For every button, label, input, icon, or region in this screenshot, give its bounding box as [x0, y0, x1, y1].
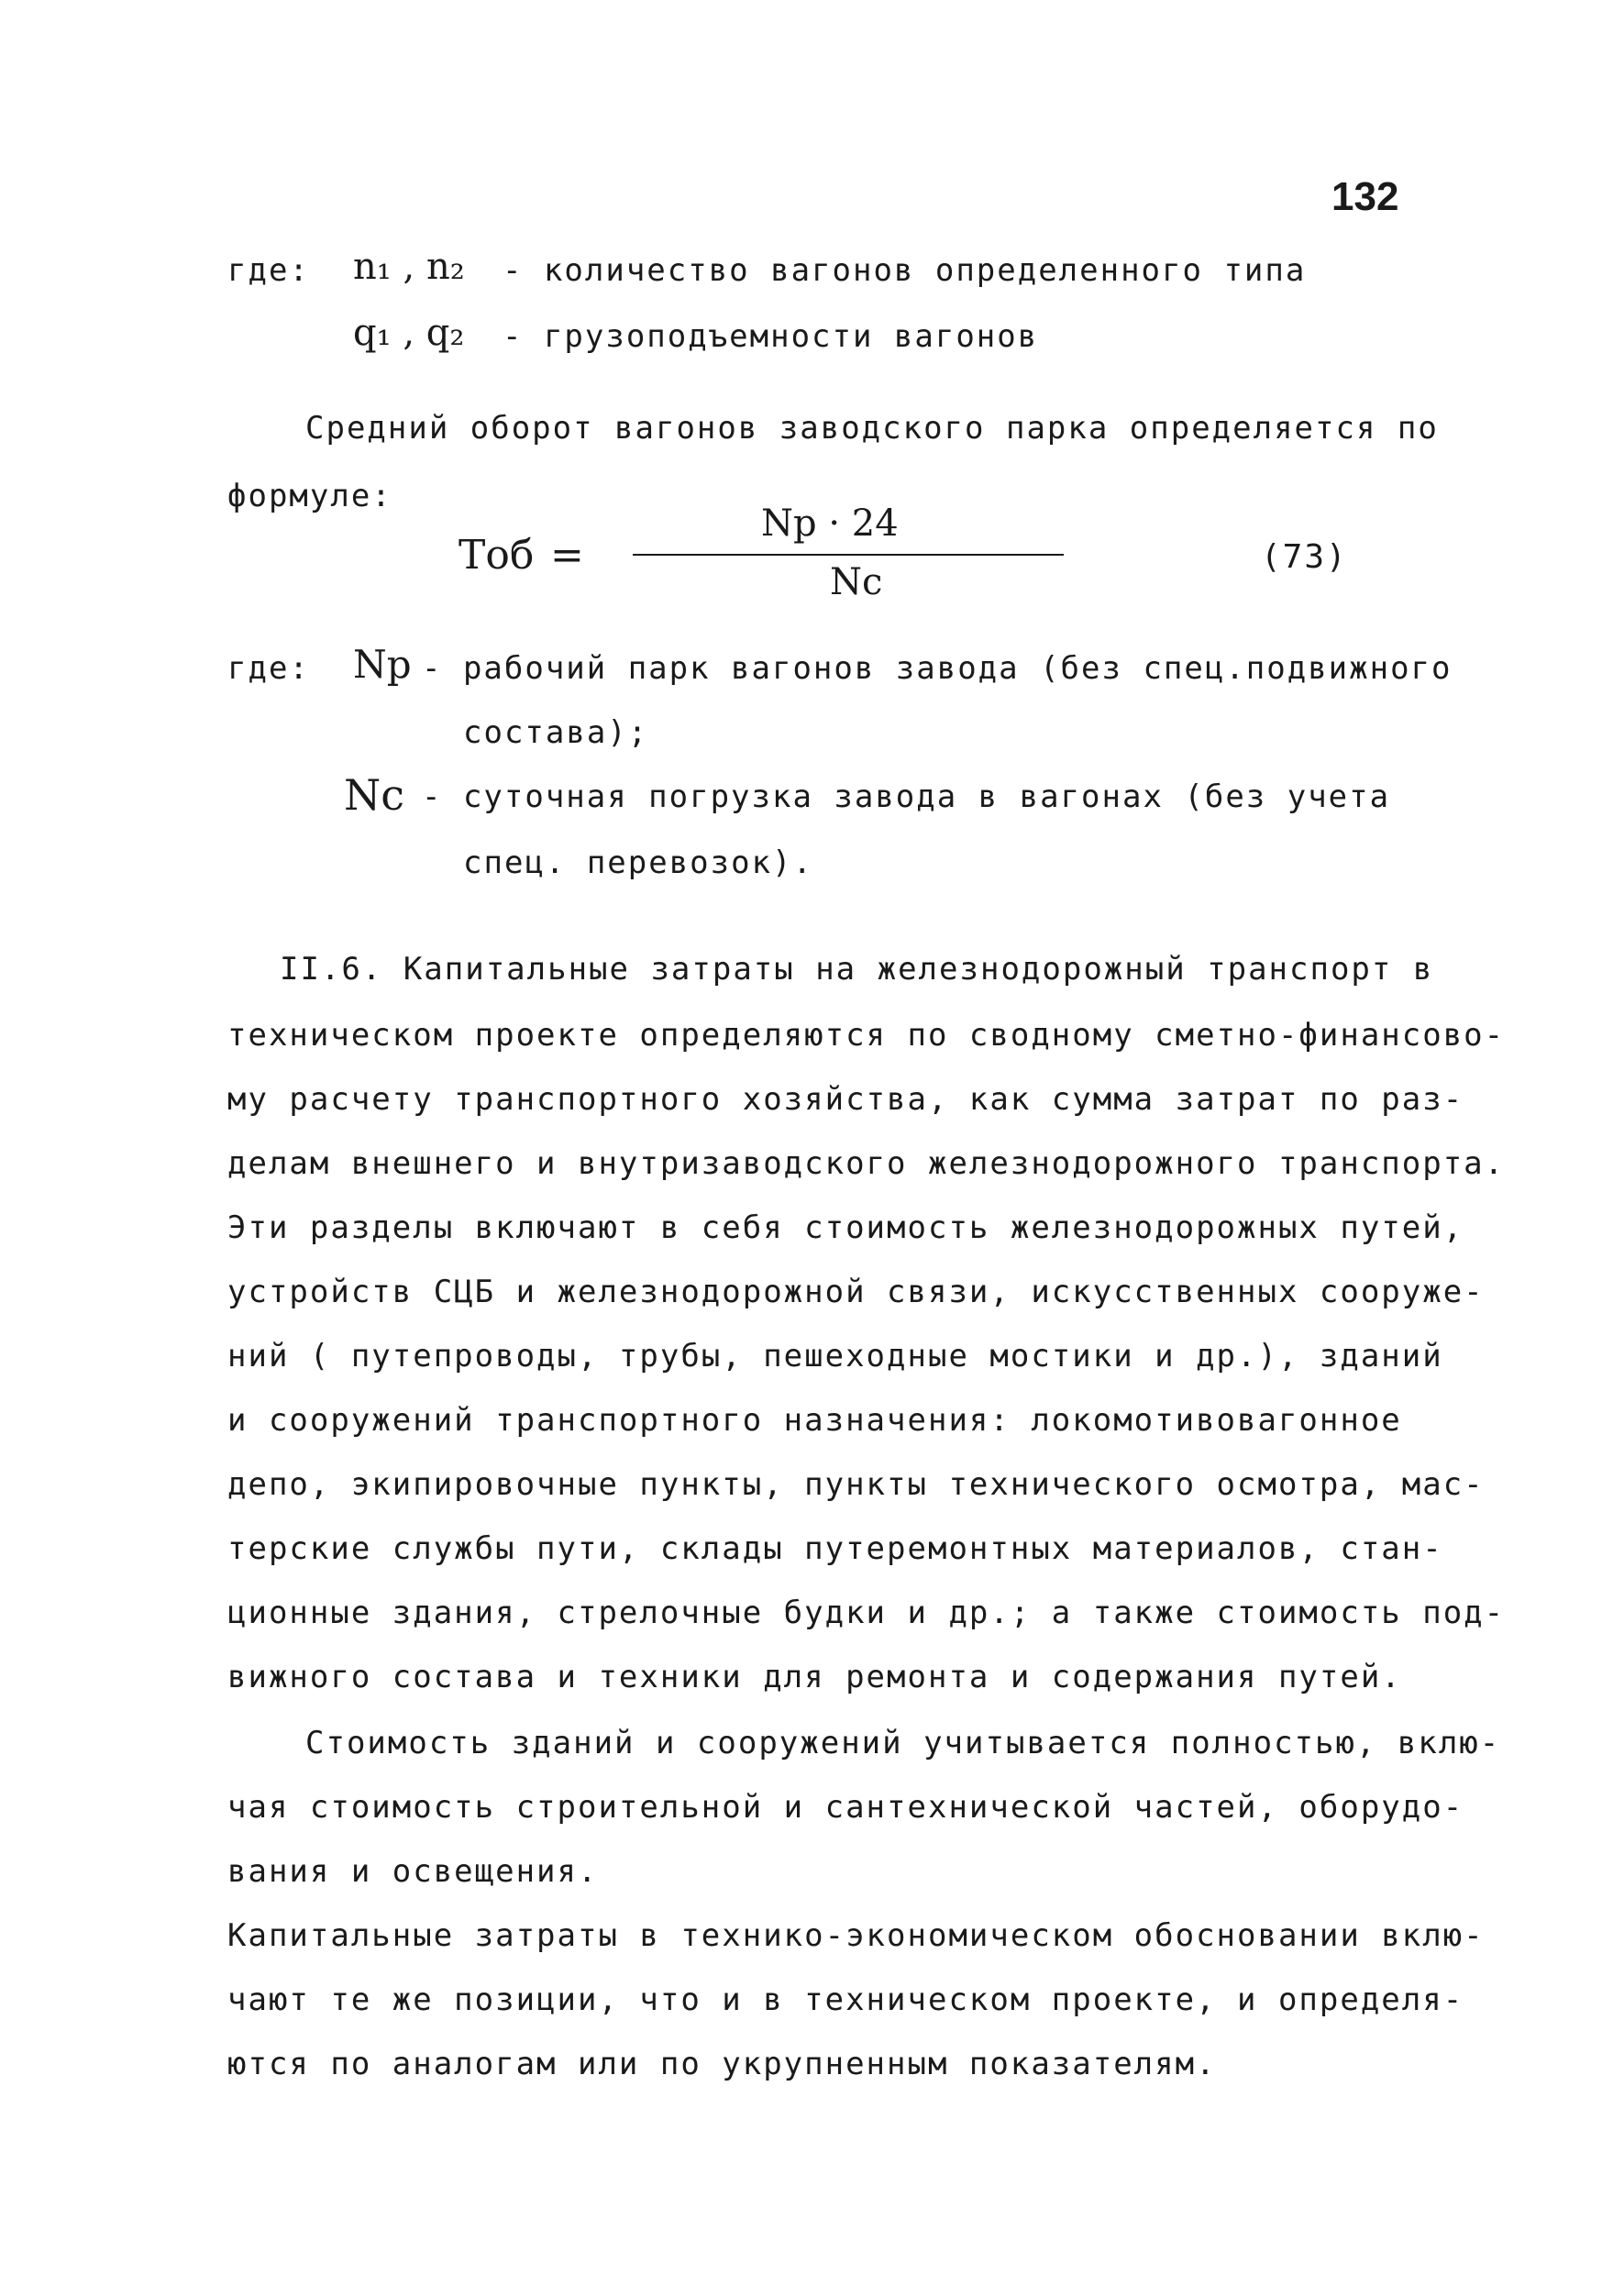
symbols-n: n₁ , n₂ — [353, 246, 465, 288]
s116-line-11: ционные здания, стрелочные будки и др.; а также стоимость под- — [227, 1595, 1506, 1631]
formula-equals: = — [550, 532, 584, 579]
where-label-1: где: — [227, 252, 310, 289]
nc-desc-line-2: спец. перевозок). — [463, 844, 813, 881]
np-desc-line-1: - рабочий парк вагонов завода (без спец.подвижного — [422, 650, 1453, 687]
fraction-line — [633, 554, 1064, 556]
page-number: 132 — [1331, 174, 1399, 219]
where-label-2: где: — [227, 650, 310, 687]
nc-desc-line-1: - суточная погрузка завода в вагонах (без учета — [422, 778, 1391, 815]
s116-line-3: му расчету транспортного хозяйства, как сумма затрат по раз- — [227, 1081, 1464, 1118]
desc-q: - грузоподъемности вагонов — [503, 318, 1039, 355]
np-desc-line-2: состава); — [463, 714, 649, 751]
feasibility-line-1: Капитальные затраты в технико-экономическом обосновании вклю- — [227, 1917, 1485, 1954]
s116-line-1: II.6. Капитальные затраты на железнодорожный транспорт в — [280, 951, 1434, 988]
buildings-line-2: чая стоимость строительной и сантехнической частей, оборудо- — [227, 1789, 1464, 1826]
desc-n: - количество вагонов определенного типа — [503, 252, 1307, 289]
s116-line-8: и сооружений транспортного назначения: локомотивовагонное — [227, 1402, 1402, 1439]
intro-line-1: Средний оборот вагонов заводского парка определяется по — [305, 410, 1439, 447]
s116-line-4: делам внешнего и внутризаводского железнодорожного транспорта. — [227, 1145, 1506, 1182]
buildings-line-1: Стоимость зданий и сооружений учитывается полностью, вклю- — [305, 1725, 1501, 1761]
feasibility-line-2: чают те же позиции, что и в техническом проекте, и определя- — [227, 1981, 1464, 2018]
intro-line-2: формуле: — [227, 478, 392, 514]
buildings-line-3: вания и освещения. — [227, 1853, 599, 1890]
s116-line-9: депо, экипировочные пункты, пункты технического осмотра, мас- — [227, 1466, 1485, 1503]
s116-line-10: терские службы пути, склады путеремонтных материалов, стан- — [227, 1530, 1443, 1567]
s116-line-7: ний ( путепроводы, трубы, пешеходные мостики и др.), зданий — [227, 1338, 1443, 1374]
formula-numerator: Nр · 24 — [761, 502, 899, 545]
formula-denominator: Nс — [830, 561, 883, 603]
symbols-q: q₁ , q₂ — [353, 312, 465, 354]
feasibility-line-3: ются по аналогам или по укрупненным показателям. — [227, 2046, 1217, 2082]
formula-number: (73) — [1261, 538, 1348, 576]
s116-line-6: устройств СЦБ и железнодорожной связи, искусственных сооруже- — [227, 1274, 1485, 1310]
s116-line-2: техническом проекте определяются по сводному сметно-финансово- — [227, 1017, 1506, 1054]
s116-line-12: вижного состава и техники для ремонта и содержания путей. — [227, 1659, 1402, 1695]
s116-line-5: Эти разделы включают в себя стоимость железнодорожных путей, — [227, 1209, 1464, 1246]
nc-symbol: Nс — [344, 770, 405, 820]
np-symbol: Nр — [353, 642, 412, 687]
formula-lhs: Тоб — [458, 532, 535, 579]
